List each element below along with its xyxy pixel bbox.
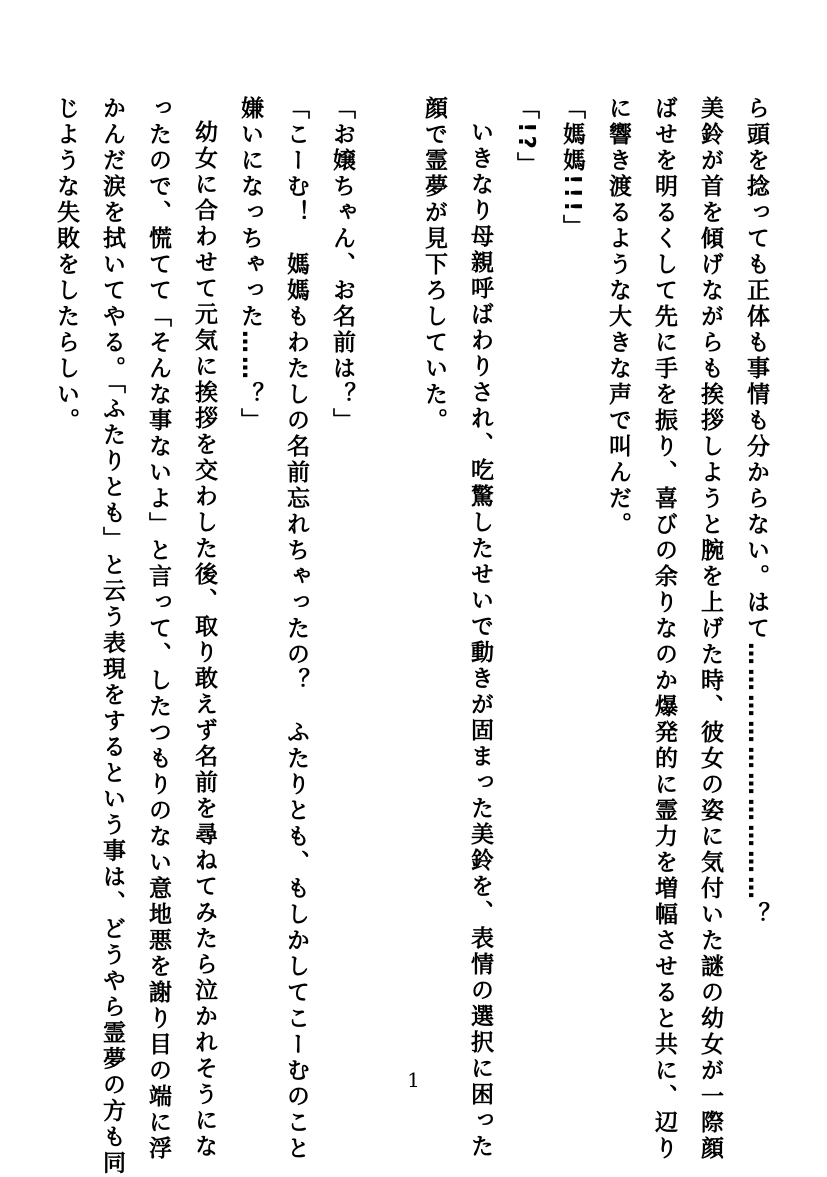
text-line-5: 「媽媽!!!」 — [559, 96, 585, 241]
paragraph-gap — [365, 96, 411, 1096]
text-line-3: ばせを明るくして先に手を振り、喜びの余りなのか爆発的に霊力を増幅させると共に、辺り — [651, 96, 677, 1162]
text-line-6: 「!?」 — [513, 96, 539, 178]
vertical-text-body — [43, 96, 779, 1177]
text-line-11: 嫌いになっちゃった……？」 — [237, 96, 263, 434]
text-line-15: じような失敗をしたらしい。 — [53, 96, 79, 434]
text-line-12: 幼女に合わせて元気に挨拶を交わした後、取り敢えず名前を尋ねてみたら泣かれそうにな — [191, 120, 217, 1160]
text-line-8: 顔で霊夢が見下ろしていた。 — [421, 96, 447, 434]
text-line-10: 「こーむ！ 媽媽もわたしの名前忘れちゃったの？ ふたりとも、もしかしてこーむのこと — [283, 96, 309, 1162]
text-line-13: ったので、慌てて「そんな事ないよ」と言って、したつもりのない意地悪を謝り目の端に浮 — [145, 96, 171, 1162]
text-line-1: ら頭を捻っても正体も事情も分からない。はて…………………………？ — [743, 96, 769, 928]
text-line-9: 「お嬢ちゃん、お名前は？」 — [329, 96, 355, 434]
text-line-14: かんだ涙を拭いてやる。「ふたりとも」と云う表現をするという事は、どうやら霊夢の方も同 — [99, 96, 125, 1177]
text-line-2: 美鈴が首を傾げながらも挨拶しようと腕を上げた時、彼女の姿に気付いた謎の幼女が一際顔 — [697, 96, 723, 1162]
page-number: 1 — [407, 1068, 420, 1092]
text-line-4: に響き渡るような大きな声で叫んだ。 — [605, 96, 631, 538]
text-line-7: いきなり母親呼ばわりされ、吃驚したせいで動きが固まった美鈴を、表情の選択に困った — [467, 120, 493, 1160]
